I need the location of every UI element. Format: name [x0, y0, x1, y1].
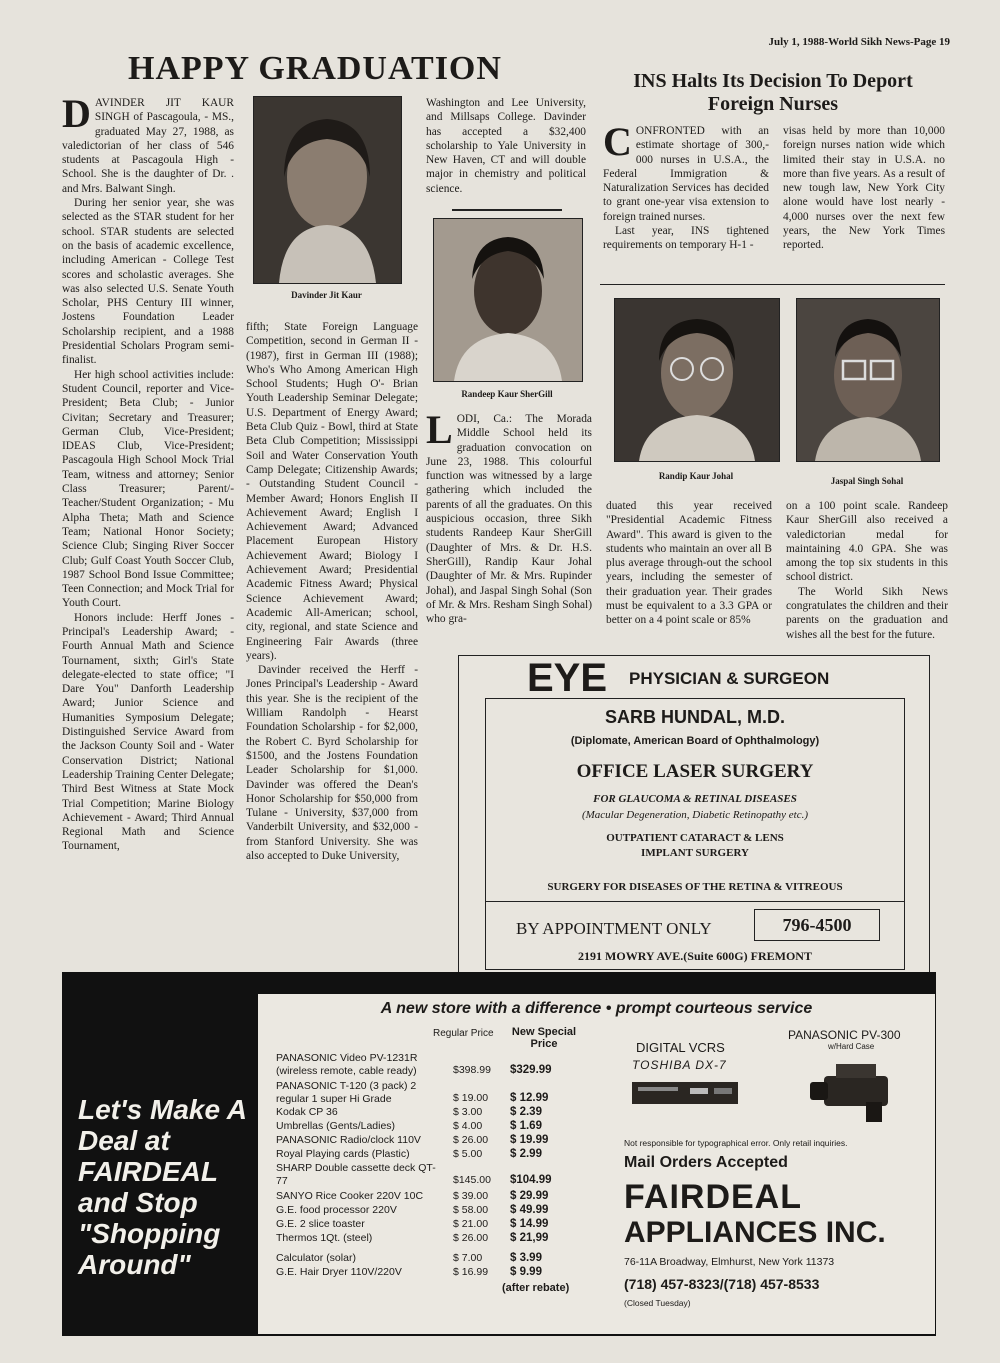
special-price: $ 3.99 — [510, 1252, 542, 1264]
item-name: G.E. Hair Dryer 110V/220V — [276, 1266, 402, 1278]
special-price: $ 1.69 — [510, 1120, 542, 1132]
price-row — [276, 1162, 596, 1188]
item-name: PANASONIC Video PV-1231R (wireless remote, cable ready) — [276, 1052, 418, 1077]
photo-jaspal — [796, 298, 940, 462]
glaucoma-line: FOR GLAUCOMA & RETINAL DISEASES — [593, 793, 797, 805]
regular-price: $398.99 — [453, 1064, 491, 1076]
item-name: Thermos 1Qt. (steel) — [276, 1232, 373, 1244]
photo-caption: Jaspal Singh Sohal — [830, 476, 904, 486]
item-name: G.E. 2 slice toaster — [276, 1218, 365, 1230]
doctor-name: SARB HUNDAL, M.D. — [605, 707, 785, 727]
vcr-title: DIGITAL VCRS — [636, 1040, 725, 1055]
camera-subtitle: w/Hard Case — [828, 1042, 875, 1051]
special-price: $ 19.99 — [510, 1134, 549, 1146]
item-name: PANASONIC T-120 (3 pack) 2 regular 1 super Hi Grade — [276, 1080, 417, 1105]
divider — [486, 901, 904, 902]
macular-line: (Macular Degeneration, Diabetic Retinopathy etc.) — [581, 809, 809, 821]
vcr-model: TOSHIBA DX-7 — [632, 1058, 727, 1072]
article-paragraph: Washington and Lee University, and Millsaps College. Davinder has accepted a $32,400 scholarship to Yale University in New Haven, CT and will double major in chemistry and political science. — [426, 97, 586, 195]
graduation-headline: HAPPY GRADUATION — [128, 50, 502, 87]
regular-price: $ 26.00 — [453, 1232, 489, 1244]
regular-price: $ 26.00 — [453, 1134, 489, 1146]
regular-price: $ 5.00 — [453, 1148, 483, 1160]
fairdeal-ad-panel — [258, 994, 935, 1334]
regular-price: $ 7.00 — [453, 1252, 483, 1264]
photo-davinder — [253, 96, 402, 284]
fairdeal-slogan: Let's Make A Deal at FAIRDEAL and Stop "Shopping Around" — [78, 1094, 246, 1280]
regular-price: $ 16.99 — [453, 1266, 489, 1278]
eye-word: EYE — [527, 656, 608, 700]
special-price: $ 29.99 — [510, 1190, 549, 1202]
phone-box: 796-4500 — [754, 909, 880, 941]
article-paragraph: The World Sikh News congratulates the children and their parents on the graduation and wishes all the best for the future. — [786, 585, 948, 641]
special-price: $ 14.99 — [510, 1218, 549, 1230]
portrait-image — [254, 97, 401, 283]
special-price: $ 2.99 — [510, 1148, 542, 1160]
portrait-image — [797, 299, 939, 461]
store-name-1: FAIRDEAL — [624, 1178, 802, 1216]
laser-surgery-heading: OFFICE LASER SURGERY — [576, 761, 814, 782]
portrait-image — [615, 299, 779, 461]
item-name: Umbrellas (Gents/Ladies) — [276, 1120, 396, 1132]
typo-disclaimer: Not responsible for typographical error. Only retail inquiries. — [624, 1138, 848, 1148]
graduation-column-1 — [62, 91, 234, 854]
article-paragraph: AVINDER JIT KAUR SINGH of Pascagoula, - MS., graduated May 27, 1988, as valedictorian of her class of 546 students at Pascagoula High - School. She is the daughter of Dr. . and Mrs. Balwant Singh. — [62, 97, 234, 195]
divider — [600, 284, 945, 285]
dropcap-l: L — [426, 407, 453, 452]
article-paragraph: Honors include: Herff Jones - Principal's Leadership Award; - Fourth Annual Math and Science Tournament, sixth; Girl's State delegate-elected to state office; "I Dare You" Danforth Leadership Award; Junior Science and Humanities Symposium Delegate; Distinguished Service Award from the Jackson County Soil and - Water Conservation District; National Leadership Training Center Delegate; Third Best Witness at State Mock Trial Competition; Marine Biology Achievement - Award; Third Annual Regional Math and Science Tournament, — [62, 611, 234, 853]
vcr-icon — [630, 1078, 740, 1108]
regular-price: $145.00 — [453, 1174, 491, 1186]
article-paragraph: fifth; State Foreign Language Competition, second in German II - (1987), first in German III (1988); Who's Who Among American High School Students; Hugh O'- Brian Youth Leadership Seminar Delegate; U.S. Department of Energy Award; Beta Club Quiz - Bowl, third at State Beta Club Competition; Mississippi Soil and Water Conservation Youth Camp Delegate; Citizenship Awards; - Outstanding Student Council - Member Award; Honors English II Achievement Award; English I Achievement Award; Advanced Placement European History Achievement Award; Biology I Achievement Award; Presidential Academic Fitness Award; Physical Science Achievement Award; Academic All-American; school, city, regional, and state Science and Engineering Fair Awards (three years). — [246, 321, 418, 662]
office-address: 2191 MOWRY AVE.(Suite 600G) FREMONT — [578, 949, 812, 963]
photo-randeep — [433, 218, 583, 382]
item-name: G.E. food processor 220V — [276, 1204, 397, 1216]
dropcap-c: C — [603, 119, 632, 164]
ins-column-1 — [603, 119, 769, 253]
special-price: $104.99 — [510, 1174, 552, 1186]
ins-column-2 — [783, 124, 945, 253]
closed-day: (Closed Tuesday) — [624, 1298, 691, 1308]
article-paragraph: on a 100 point scale. Randeep Kaur SherGill also received a valedictorian medal for maintaining 4.0 GPA. She was among the top six students in this school district. — [786, 500, 948, 584]
board-certification: (Diplomate, American Board of Ophthalmology) — [570, 735, 820, 747]
page-folio: July 1, 1988-World Sikh News-Page 19 — [768, 36, 950, 48]
photo-caption: Randip Kaur Johal — [658, 471, 734, 481]
article-paragraph: Davinder received the Herff - Jones Principal's Leadership - Award this year. She is the recipient of the William Randolph - Hearst Foundation Scholarship - for $2,000, the Robert C. Byrd Scholarship for $1500, and the Jostens Foundation Leader Scholarship for $1,000. Davinder was offered the Dean's Honor Scholarship for $50,000 from Tulane - University, $37,000 from Vanderbilt University, and $32,000 - from Stanford University. She was also accepted to Duke University, — [246, 664, 418, 862]
photo-randip — [614, 298, 780, 462]
price-list — [276, 1052, 596, 1322]
lodi-column-3 — [786, 499, 948, 642]
eye-surgeon-ad — [458, 655, 930, 975]
camcorder-icon — [806, 1054, 906, 1126]
price-row — [276, 1080, 596, 1106]
article-paragraph: duated this year received "Presidential Academic Fitness Award". This award is given to the students who maintain an over all B plus average through-out the school years, including the semester of their graduation year. Their grades must be equivalent to a 3.3 GPA or better on a 4 point scale or 85% — [606, 500, 772, 627]
retina-line: SURGERY FOR DISEASES OF THE RETINA & VITREOUS — [547, 881, 843, 893]
article-paragraph: ODI, Ca.: The Morada Middle School held its graduation convocation on June 23, 1988. This colourful function was witnessed by a large gathering which included the parents of all the graduates. On this auspicious occasion, three Sikh students Randeep Kaur SherGill (Daughter of Mrs. & Dr. H.S. SherGill), Randip Kaur Johal (Daughter of Mr. & Mrs. Rupinder Johal), and Jaspal Singh Sohal (Son of Mr. & Mrs. Resham Singh Sohal) who gra- — [426, 413, 592, 626]
eye-ad-inner-box — [485, 698, 905, 970]
article-paragraph: Last year, INS tightened requirements on temporary H-1 - — [603, 225, 769, 252]
special-price: $ 9.99 — [510, 1266, 542, 1278]
regular-price: $ 19.00 — [453, 1092, 489, 1104]
store-address: 76-11A Broadway, Elmhurst, New York 11373 — [624, 1256, 835, 1268]
item-name: Calculator (solar) — [276, 1252, 356, 1264]
regular-price: $ 21.00 — [453, 1218, 489, 1230]
divider — [452, 209, 562, 211]
article-paragraph: Her high school activities include: Student Council, reporter and Vice-President; Beta Club; - Junior Civitan; Secretary and Treasurer; German Club, Vice-President; IDEAS Club, Vice-President; Pascagoula High School Mock Trial Team, witness and attorney; Senior Class Treasurer; Parent/- Teacher/Student Organization; - Mu Alpha Theta; Math and Science Team; National Honor Society; Science Club; Singing River Soccer Club; Gulf Coast Youth Soccer Club, 1987 School Bond Issue Committee; Teen Connection; and Mock Trial for Youth Court. — [62, 368, 234, 610]
item-name: SANYO Rice Cooker 220V 10C — [276, 1190, 424, 1202]
appointment-line: BY APPOINTMENT ONLY — [516, 919, 712, 938]
physician-surgeon-label: PHYSICIAN & SURGEON — [629, 669, 830, 688]
photo-caption: Randeep Kaur SherGill — [461, 389, 553, 399]
cataract-line: OUTPATIENT CATARACT & LENS IMPLANT SURGERY — [606, 832, 784, 859]
regular-price-header: Regular Price — [433, 1028, 494, 1039]
photo-caption: Davinder Jit Kaur — [291, 290, 362, 300]
camera-title: PANASONIC PV-300 — [788, 1028, 901, 1042]
special-price: $ 2.39 — [510, 1106, 542, 1118]
article-paragraph: During her senior year, she was selected as the STAR student for her school. STAR students are selected on the basis of academic excellence, including American - College Test scores and scholastic averages. She was also selected U.S. Senate Youth Scholar, PHS Century III winner, Jostens Foundation Leader Scholarship recipient, and a 1988 Presidential Scholars Program semi-finalist. — [62, 197, 234, 367]
special-price: $ 21,99 — [510, 1232, 549, 1244]
fairdeal-tagline: A new store with a difference • prompt courteous service — [380, 1000, 813, 1017]
article-paragraph: visas held by more than 10,000 foreign nurses nation wide which limited their stay in U.S.A. no more than five years. As a result of new tough law, New York City alone would have lost nearly - 4,000 nurses over the next few years, the New York Times reported. — [783, 125, 945, 252]
item-name: SHARP Double cassette deck QT-77 — [276, 1162, 436, 1187]
lodi-article — [426, 407, 592, 626]
article-paragraph: ONFRONTED with an estimate shortage of 300,- 000 nurses in U.S.A., the Federal Immigration & Naturalization Services has decided to grant one-year visa extension to foreign trained nurses. — [603, 125, 769, 223]
graduation-column-3 — [426, 96, 586, 196]
mail-orders: Mail Orders Accepted — [624, 1154, 788, 1171]
store-phone: (718) 457-8323/(718) 457-8533 — [624, 1276, 820, 1292]
special-price-header: New Special Price — [511, 1026, 577, 1050]
regular-price: $ 58.00 — [453, 1204, 489, 1216]
rebate-note: (after rebate) — [502, 1282, 570, 1294]
graduation-column-2 — [246, 320, 418, 863]
ins-headline: INS Halts Its Decision To Deport Foreign Nurses — [633, 70, 913, 115]
regular-price: $ 3.00 — [453, 1106, 483, 1118]
dropcap-d: D — [62, 91, 91, 136]
item-name: PANASONIC Radio/clock 110V — [276, 1134, 421, 1146]
store-name-2: APPLIANCES INC. — [624, 1216, 886, 1249]
portrait-image — [434, 219, 582, 381]
regular-price: $ 4.00 — [453, 1120, 483, 1132]
special-price: $329.99 — [510, 1064, 552, 1076]
special-price: $ 49.99 — [510, 1204, 549, 1216]
lodi-column-2 — [606, 499, 772, 628]
item-name: Royal Playing cards (Plastic) — [276, 1148, 410, 1160]
special-price: $ 12.99 — [510, 1092, 549, 1104]
item-name: Kodak CP 36 — [276, 1106, 338, 1118]
regular-price: $ 39.00 — [453, 1190, 489, 1202]
price-row — [276, 1052, 596, 1078]
